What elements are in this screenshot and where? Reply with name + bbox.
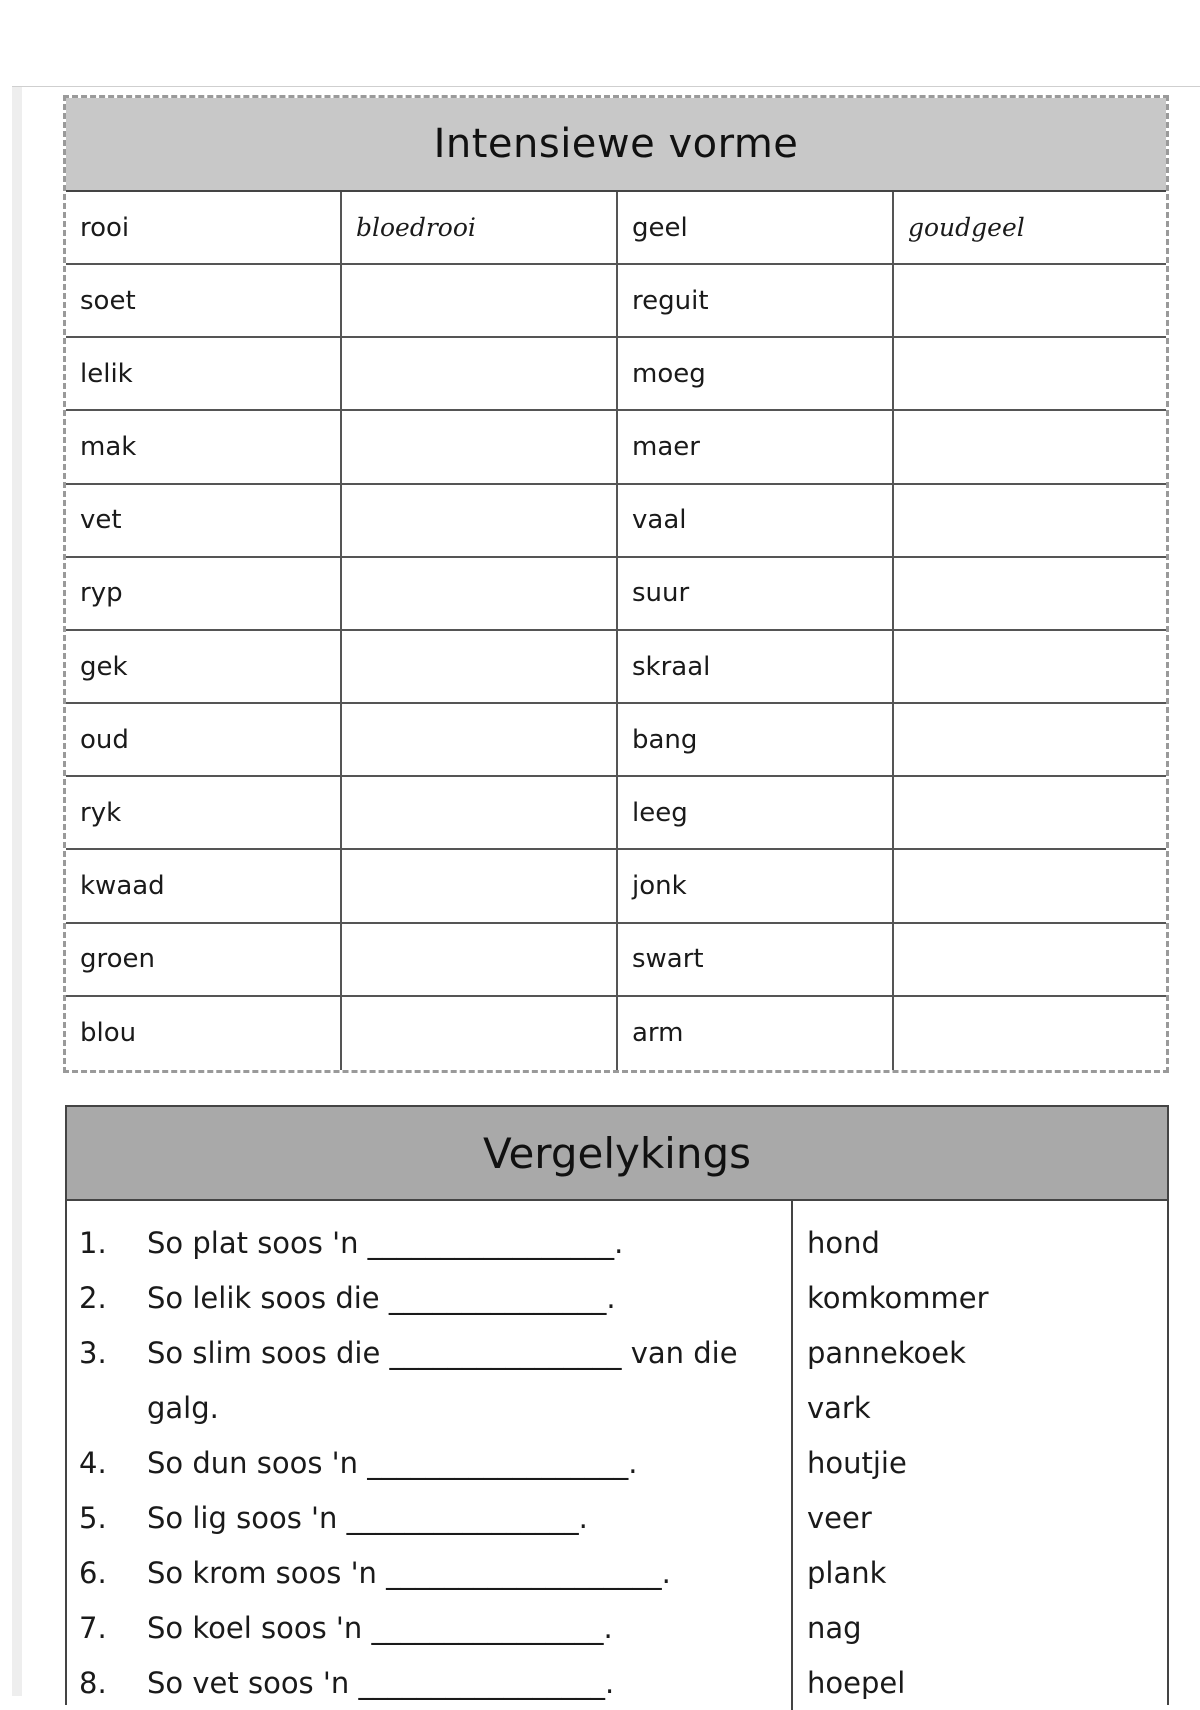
word-cell: rooi xyxy=(66,192,342,265)
answer-cell[interactable] xyxy=(894,850,1166,923)
sentence-number: 5. xyxy=(79,1500,107,1535)
answer-cell[interactable] xyxy=(894,924,1166,997)
word-cell: jonk xyxy=(618,850,894,923)
answer-cell[interactable] xyxy=(894,777,1166,850)
word-cell: arm xyxy=(618,997,894,1070)
answer-cell[interactable] xyxy=(342,850,618,923)
sentence-number: 1. xyxy=(79,1225,107,1260)
word-cell: suur xyxy=(618,558,894,631)
sentence-number: 7. xyxy=(79,1610,107,1645)
word-cell: vet xyxy=(66,485,342,558)
word-bank-item: vark xyxy=(807,1390,871,1425)
answer-cell[interactable] xyxy=(342,777,618,850)
sentence-number: 4. xyxy=(79,1445,107,1480)
word-cell: ryp xyxy=(66,558,342,631)
comparisons-header xyxy=(67,1107,1167,1201)
word-cell: leeg xyxy=(618,777,894,850)
word-cell: swart xyxy=(618,924,894,997)
sentence-row xyxy=(67,1545,791,1600)
sentence-number: 2. xyxy=(79,1280,107,1315)
intensive-forms-grid xyxy=(66,192,1166,1070)
word-cell: mak xyxy=(66,411,342,484)
sentence-number: 8. xyxy=(79,1665,107,1700)
sentence-text[interactable]: So koel soos 'n ________________. xyxy=(147,1610,613,1645)
sentence-row xyxy=(67,1490,791,1545)
answer-cell[interactable] xyxy=(894,485,1166,558)
intensive-forms-table xyxy=(63,95,1169,1073)
intensive-forms-header xyxy=(66,98,1166,192)
word-bank-item: houtjie xyxy=(807,1445,907,1480)
sentence-text[interactable]: So dun soos 'n __________________. xyxy=(147,1445,638,1480)
sentence-text[interactable]: So slim soos die ________________ van die xyxy=(147,1335,738,1370)
word-cell: geel xyxy=(618,192,894,265)
sentence-row xyxy=(67,1655,791,1710)
sentence-text[interactable]: galg. xyxy=(147,1390,219,1425)
word-bank xyxy=(793,1201,1167,1710)
answer-cell[interactable] xyxy=(894,631,1166,704)
answer-cell[interactable] xyxy=(342,558,618,631)
word-bank-item: pannekoek xyxy=(807,1335,966,1370)
page-top-border xyxy=(12,86,1200,87)
answer-cell[interactable] xyxy=(342,411,618,484)
answer-cell[interactable] xyxy=(342,338,618,411)
answer-cell[interactable] xyxy=(894,265,1166,338)
answer-cell[interactable] xyxy=(342,631,618,704)
sentence-number: 3. xyxy=(79,1335,107,1370)
page-left-margin xyxy=(12,87,22,1696)
word-cell: oud xyxy=(66,704,342,777)
comparison-sentences xyxy=(67,1201,793,1710)
word-cell: moeg xyxy=(618,338,894,411)
word-cell: blou xyxy=(66,997,342,1070)
word-cell: groen xyxy=(66,924,342,997)
answer-cell[interactable]: goudgeel xyxy=(894,192,1166,265)
word-bank-item: komkommer xyxy=(807,1280,989,1315)
answer-cell[interactable]: bloedrooi xyxy=(342,192,618,265)
sentence-row xyxy=(67,1325,791,1380)
answer-cell[interactable] xyxy=(342,704,618,777)
word-cell: vaal xyxy=(618,485,894,558)
sentence-row xyxy=(67,1270,791,1325)
word-bank-item: nag xyxy=(807,1610,862,1645)
answer-cell[interactable] xyxy=(894,558,1166,631)
sentence-text[interactable]: So plat soos 'n _________________. xyxy=(147,1225,624,1260)
answer-cell[interactable] xyxy=(894,997,1166,1070)
comparisons-table xyxy=(65,1105,1169,1705)
sentence-row xyxy=(67,1215,791,1270)
word-cell: gek xyxy=(66,631,342,704)
sentence-text[interactable]: So lig soos 'n ________________. xyxy=(147,1500,588,1535)
sentence-text[interactable]: So krom soos 'n ___________________. xyxy=(147,1555,671,1590)
sentence-row xyxy=(67,1600,791,1655)
word-cell: maer xyxy=(618,411,894,484)
answer-cell[interactable] xyxy=(894,704,1166,777)
comparisons-title: Vergelykings xyxy=(482,1128,752,1178)
word-cell: lelik xyxy=(66,338,342,411)
word-cell: skraal xyxy=(618,631,894,704)
answer-cell[interactable] xyxy=(342,924,618,997)
word-bank-item: hoepel xyxy=(807,1665,906,1700)
answer-cell[interactable] xyxy=(342,997,618,1070)
word-cell: soet xyxy=(66,265,342,338)
answer-cell[interactable] xyxy=(342,265,618,338)
answer-cell[interactable] xyxy=(342,485,618,558)
answer-cell[interactable] xyxy=(894,338,1166,411)
word-bank-item: plank xyxy=(807,1555,887,1590)
word-cell: bang xyxy=(618,704,894,777)
answer-cell[interactable] xyxy=(894,411,1166,484)
comparisons-body xyxy=(67,1201,1167,1710)
sentence-row xyxy=(67,1380,791,1435)
word-cell: kwaad xyxy=(66,850,342,923)
word-bank-item: hond xyxy=(807,1225,880,1260)
sentence-text[interactable]: So lelik soos die _______________. xyxy=(147,1280,616,1315)
word-bank-item: veer xyxy=(807,1500,872,1535)
sentence-number: 6. xyxy=(79,1555,107,1590)
sentence-row xyxy=(67,1435,791,1490)
sentence-text[interactable]: So vet soos 'n _________________. xyxy=(147,1665,615,1700)
intensive-forms-title: Intensiewe vorme xyxy=(433,121,799,167)
word-cell: reguit xyxy=(618,265,894,338)
word-cell: ryk xyxy=(66,777,342,850)
